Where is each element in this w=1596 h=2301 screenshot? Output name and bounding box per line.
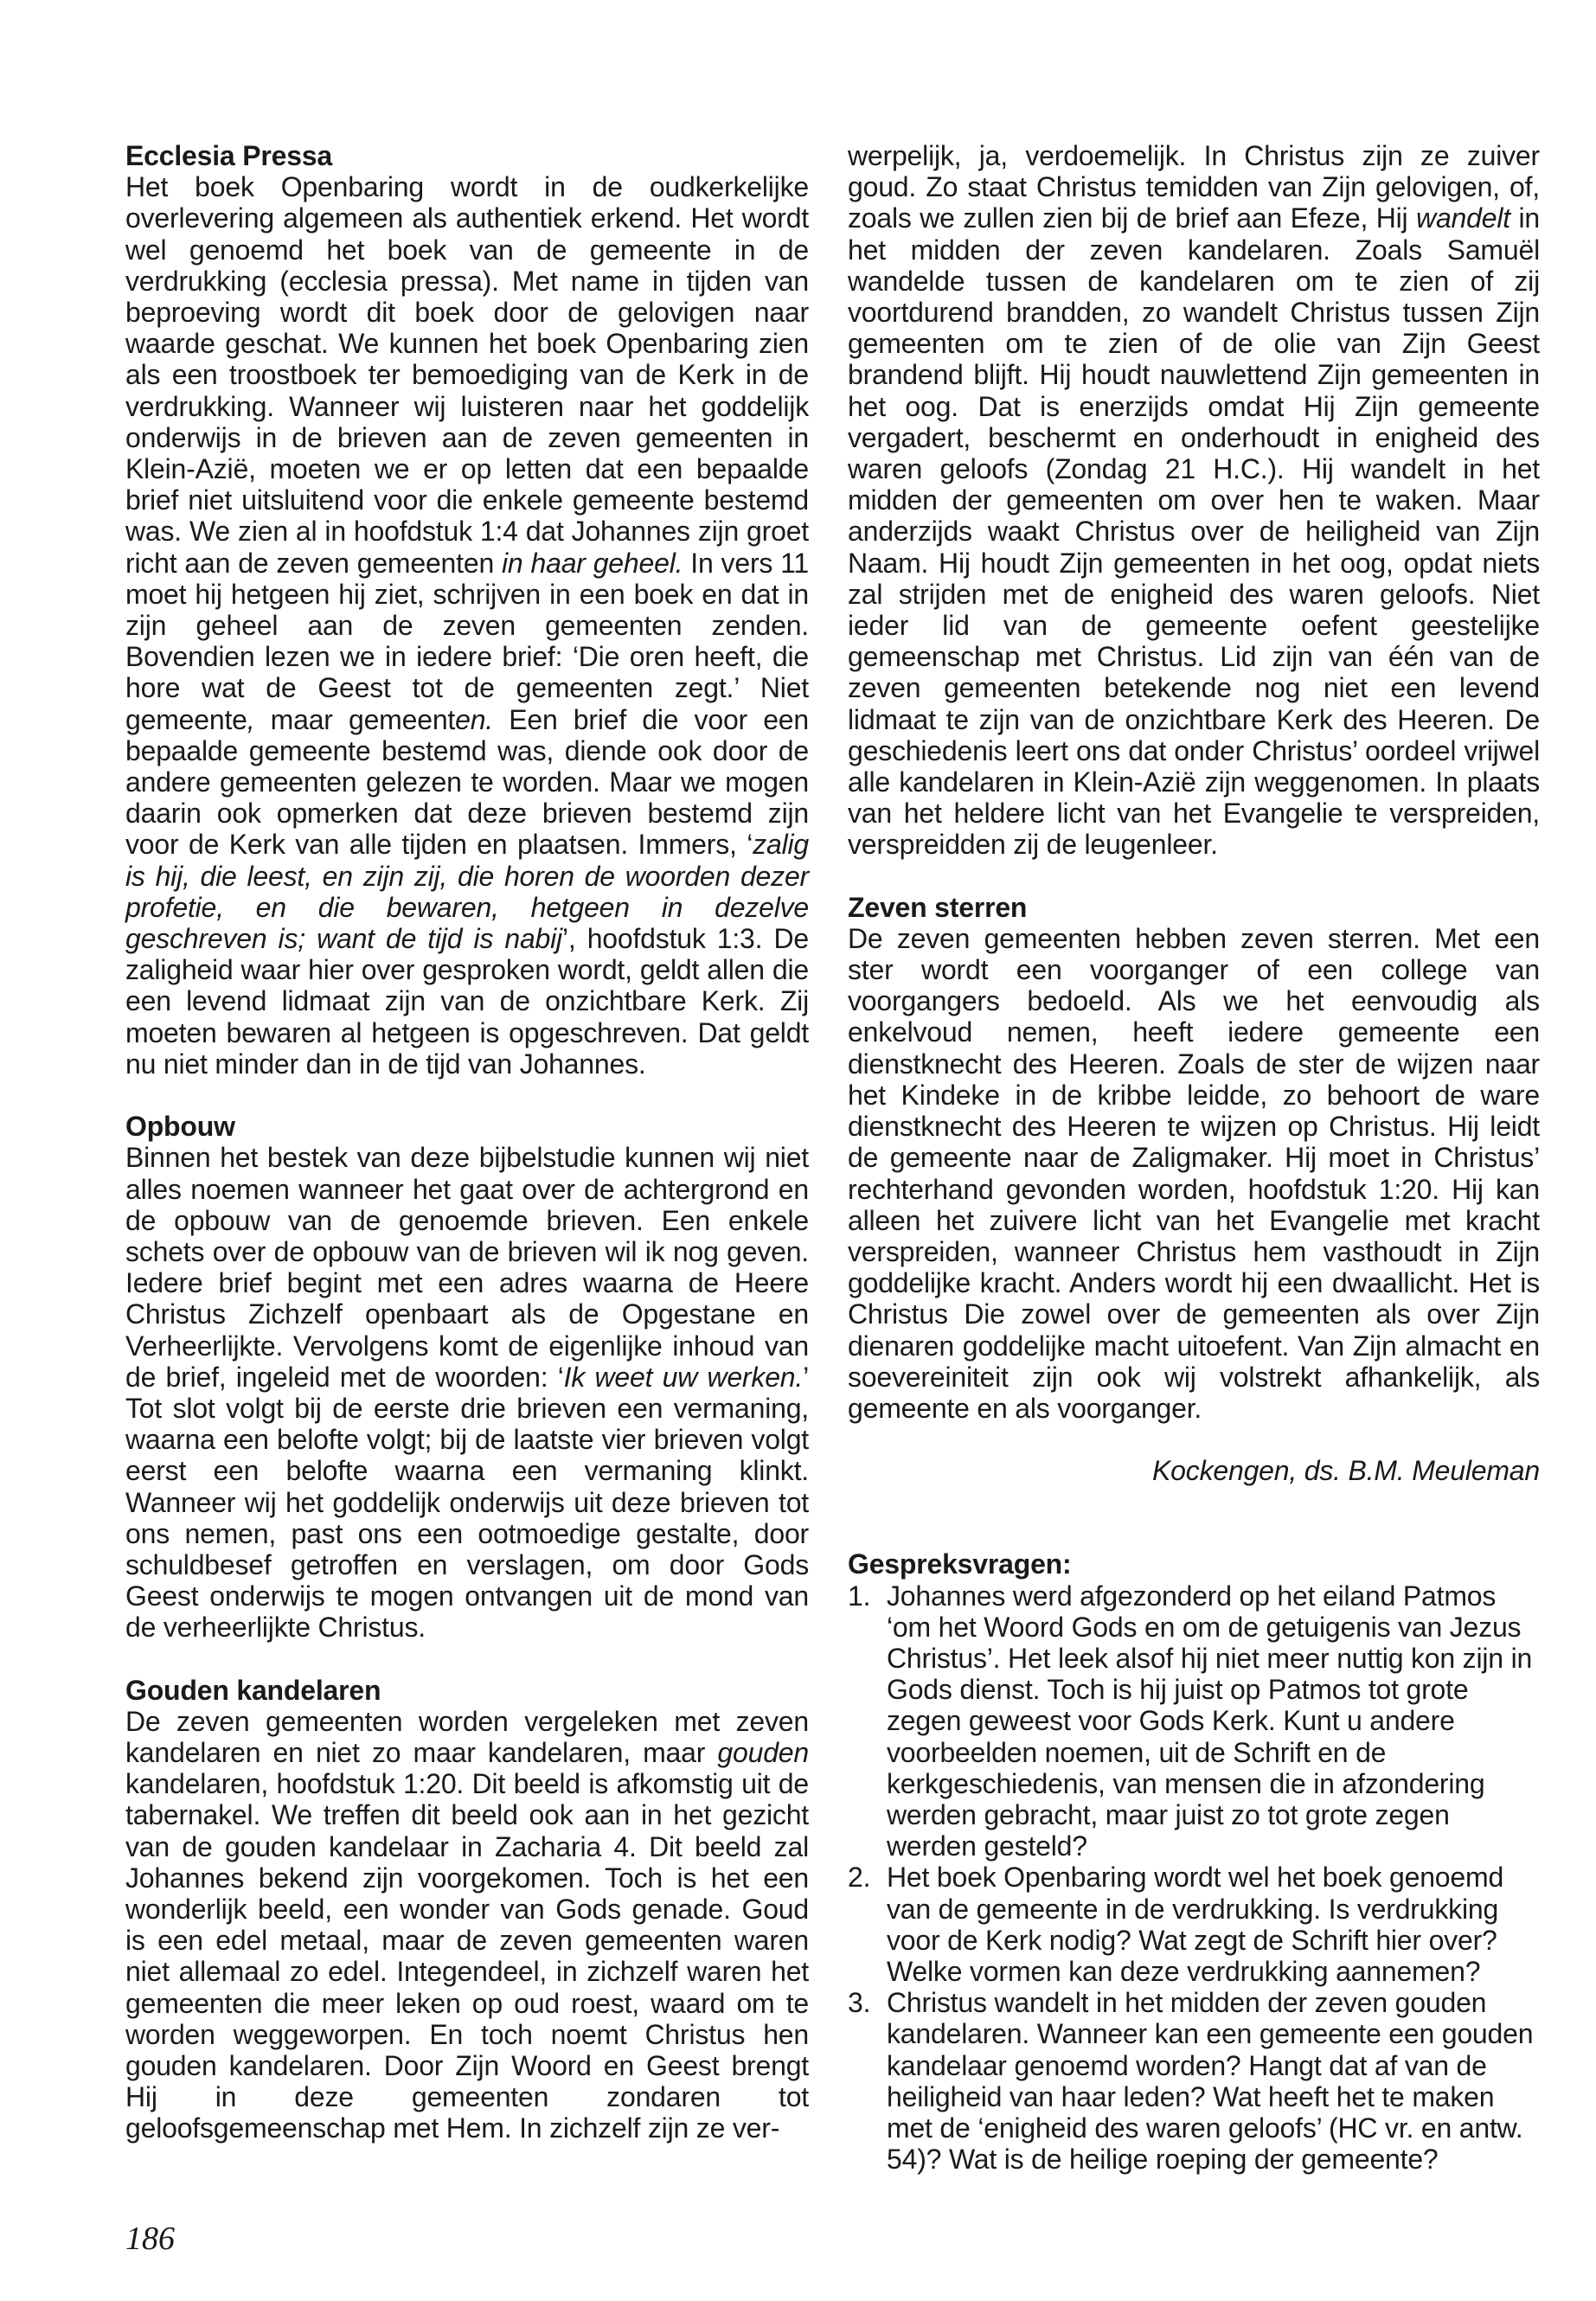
question-item: 2. Het boek Openbaring wordt wel het boek genoemd van de gemeente in de verdrukking. Is verdrukking voor de Kerk nodig? Wat zegt de Schrift hier over? Welke vormen kan deze verdrukking aannemen? <box>848 1862 1504 1987</box>
question-item: 1. Johannes werd afgezonderd op het eiland Patmos ‘om het Woord Gods en om de getuigenis van Jezus Christus’. Het leek alsof hij niet meer nuttig kon zijn in Gods dienst. Toch is hij juist op Patmos tot grote zegen geweest voor Gods Kerk. Kunt u andere voorbeelden noemen, uit de Schrift en de kerkgeschiedenis, van mensen die in afzondering werden gebracht, maar juist zo tot grote zegen werden gesteld? <box>848 1580 1533 1862</box>
questions-list <box>848 1580 1540 2176</box>
section-body-zeven-sterren: De zeven gemeenten hebben zeven sterren. Met een ster wordt een voorganger of een college van voorgangers bedoeld. Als we het eenvoudig als enkelvoud nemen, heeft iedere gemeente een dienstknecht des Heeren. Zoals de ster de wijzen naar het Kindeke in de kribbe leidde, zo behoort de ware dienstknecht des Heeren te wijzen op Christus. Hij leidt de gemeente naar de Zaligmaker. Hij moet in Christus’ rechterhand gevonden worden, hoofdstuk 1:20. Hij kan alleen het zuivere licht van het Evangelie met kracht verspreiden, wanneer Christus hem vasthoudt in Zijn goddelijke kracht. Anders wordt hij een dwaallicht. Het is Christus Die zowel over de gemeenten als over Zijn dienaren goddelijke macht uitoefent. Van Zijn almacht en soevereiniteit zijn ook wij volstrekt afhankelijk, als gemeente en als voorganger. <box>848 922 1540 1424</box>
section-heading-ecclesia-pressa: Ecclesia Pressa <box>125 140 332 171</box>
section-body-ecclesia-pressa: Het boek Openbaring wordt in de oudkerkelijke overlevering algemeen als authentiek erkend. Het wordt wel genoemd het boek van de gemeente in de verdrukking (ecclesia pressa). Met name in tijden van beproeving wordt dit boek door de gelovigen naar waarde geschat. We kunnen het boek Openbaring zien als een troostboek ter bemoediging van de Kerk in de verdrukking. Wanneer wij luisteren naar het goddelijk onderwijs in de brieven aan de zeven gemeenten in Klein-Azië, moeten we er op letten dat een bepaalde brief niet uitsluitend voor die enkele gemeente bestemd was. We zien al in hoofdstuk 1:4 dat Johannes zijn groet richt aan de zeven gemeenten in haar geheel. In vers 11 moet hij hetgeen hij ziet, schrijven in een boek en dat in zijn geheel aan de zeven gemeenten zenden. Bovendien lezen we in iedere brief: ‘Die oren heeft, die hore wat de Geest tot de gemeenten zegt.’ Niet gemeente, maar gemeenten. Een brief die voor een bepaalde gemeente bestemd was, diende ook door de andere gemeenten gelezen te worden. Maar we mogen daarin ook opmerken dat deze brieven bestemd zijn voor de Kerk van alle tijden en plaatsen. Immers, ‘zalig is hij, die leest, en zijn zij, die horen de woorden dezer profetie, en die bewaren, hetgeen in dezelve geschreven is; want de tijd is nabij’, hoofdstuk 1:3. De zaligheid waar hier over gesproken wordt, geldt allen die een levend lidmaat zijn van de onzichtbare Kerk. Zij moeten bewaren al hetgeen is opgeschreven. Dat geldt nu niet minder dan in de tijd van Johannes. <box>125 171 809 1080</box>
page-number: 186 <box>125 2221 175 2257</box>
left-column <box>125 140 809 2144</box>
section-body-gouden-kandelaren-continued: werpelijk, ja, verdoemelijk. In Christus zijn ze zuiver goud. Zo staat Christus temidden van Zijn gelovigen, of, zoals we zullen zien bij de brief aan Efeze, Hij wandelt in het midden der zeven kandelaren. Zoals Samuël wandelde tussen de kandelaren om te zien of zij voortdurend brandden, zo wandelt Christus tussen Zijn gemeenten om te zien of de olie van Zijn Geest brandend blijft. Hij houdt nauwlettend Zijn gemeenten in het oog. Dat is enerzijds omdat Hij Zijn gemeente vergadert, beschermt en onderhoudt in enigheid des waren geloofs (Zondag 21 H.C.). Hij wandelt in het midden der gemeenten om over hen te waken. Maar anderzijds waakt Christus over de heiligheid van Zijn Naam. Hij houdt Zijn gemeenten in het oog, opdat niets zal strijden met de enigheid des waren geloofs. Niet ieder lid van de gemeente oefent geestelijke gemeenschap met Christus. Lid zijn van één van de zeven gemeenten betekende nog niet een levend lidmaat te zijn van de onzichtbare Kerk des Heeren. De geschiedenis leert ons dat onder Christus’ oordeel vrijwel alle kandelaren in Klein-Azië zijn weggenomen. In plaats van het heldere licht van het Evangelie te verspreiden, verspreidden zij de leugenleer. <box>848 140 1541 861</box>
section-body-gouden-kandelaren: De zeven gemeenten worden vergeleken met zeven kandelaren en niet zo maar kandelaren, maar gouden kandelaren, hoofdstuk 1:20. Dit beeld is afkomstig uit de tabernakel. We treffen dit beeld ook aan in het gezicht van de gouden kandelaar in Zacharia 4. Dit beeld zal Johannes bekend zijn voorgekomen. Toch is het een wonderlijk beeld, een wonder van Gods genade. Goud is een edel metaal, maar de zeven gemeenten waren niet allemaal zo edel. Integendeel, in zichzelf waren het gemeenten die meer leken op oud roest, waard om te worden weggeworpen. En toch noemt Christus hen gouden kandelaren. Door Zijn Woord en Geest brengt Hij in deze gemeenten zondaren tot geloofsgemeenschap met Hem. In zichzelf zijn ze ver- <box>125 1705 809 2144</box>
section-heading-zeven-sterren: Zeven sterren <box>848 891 1028 923</box>
section-body-opbouw: Binnen het bestek van deze bijbelstudie kunnen wij niet alles noemen wanneer het gaat over de achtergrond en de opbouw van de genoemde brieven. Een enkele schets over de opbouw van de brieven wil ik nog geven. Iedere brief begint met een adres waarna de Heere Christus Zichzelf openbaart als de Opgestane en Verheerlijkte. Vervolgens komt de eigenlijke inhoud van de brief, ingeleid met de woorden: ‘Ik weet uw werken.’ Tot slot volgt bij de eerste drie brieven een vermaning, waarna een belofte volgt; bij de laatste vier brieven volgt eerst een belofte waarna een vermaning klinkt. Wanneer wij het goddelijk onderwijs uit deze brieven tot ons nemen, past ons een ootmoedige gestalte, door schuldbesef getroffen en verslagen, om door Gods Geest onderwijs te mogen ontvangen uit de mond van de verheerlijkte Christus. <box>125 1142 809 1644</box>
right-column <box>848 140 1540 2175</box>
questions-heading: Gespreksvragen: <box>848 1548 1072 1580</box>
section-heading-gouden-kandelaren: Gouden kandelaren <box>125 1674 381 1706</box>
section-heading-opbouw: Opbouw <box>125 1111 235 1143</box>
author-signature: Kockengen, ds. B.M. Meuleman <box>1152 1455 1540 1487</box>
question-item: 3. Christus wandelt in het midden der zeven gouden kandelaren. Wanneer kan een gemeente een gouden kandelaar genoemd worden? Hangt dat af van de heiligheid van haar leden? Wat heeft het te maken met de ‘enigheid des waren geloofs’ (HC vr. en antw. 54)? Wat is de heilige roeping der gemeente? <box>848 1987 1534 2176</box>
